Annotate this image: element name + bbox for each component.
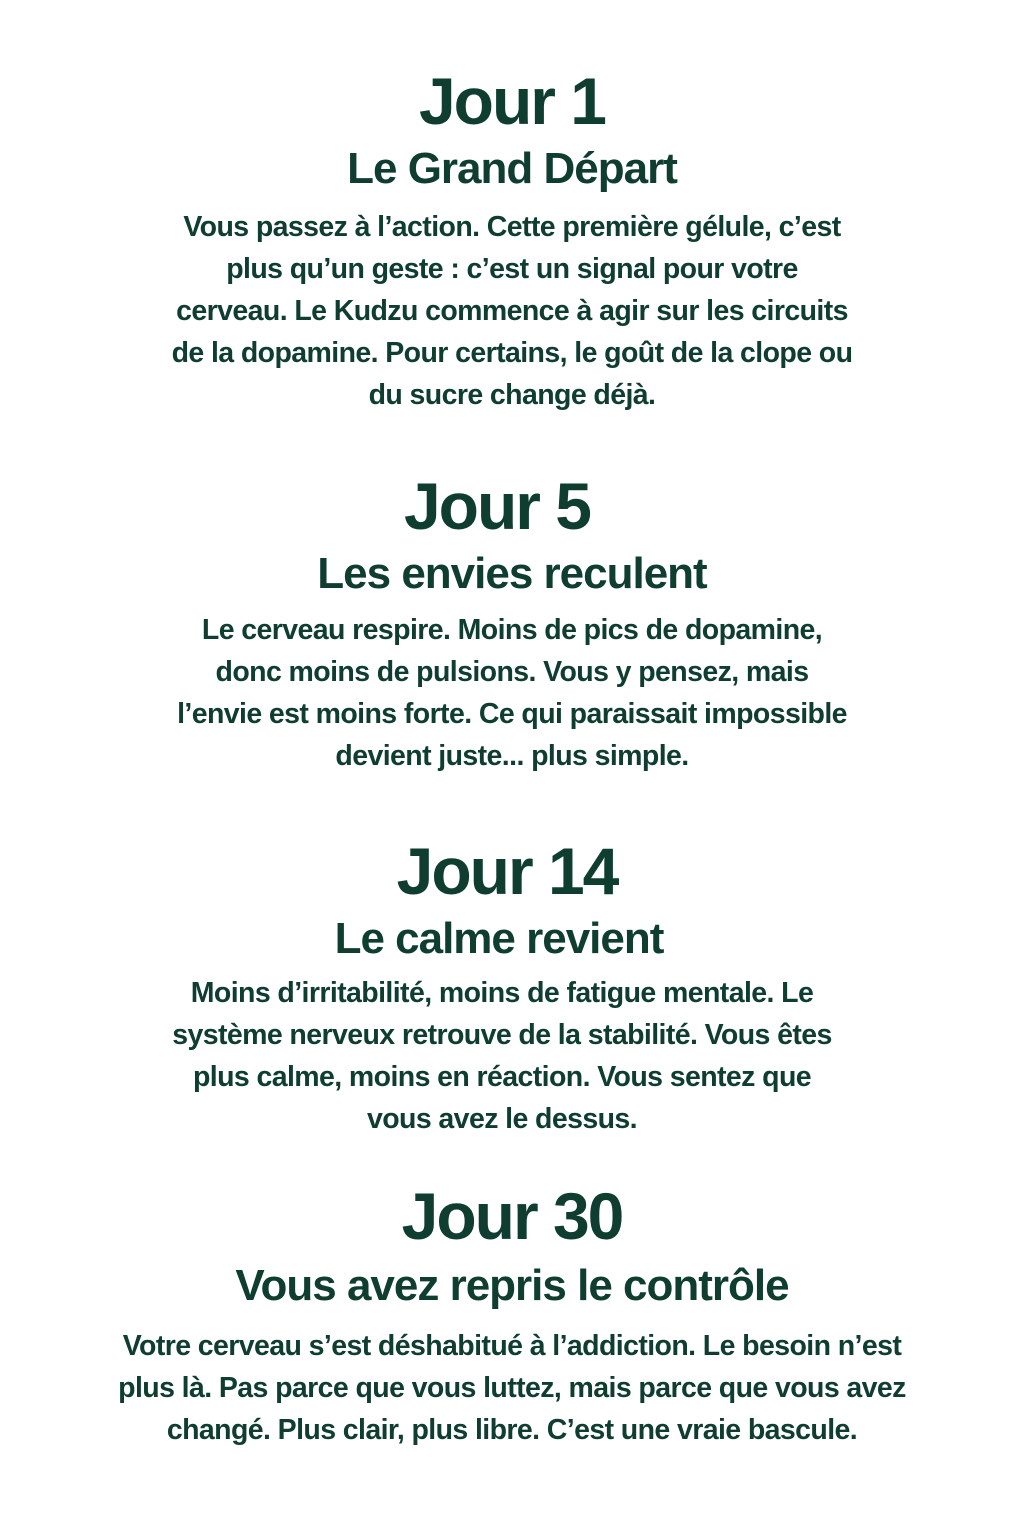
day-title: Jour 14 xyxy=(396,834,618,908)
description-line: Votre cerveau s’est déshabitué à l’addiction. Le besoin n’est xyxy=(122,1330,902,1362)
section-day-5 xyxy=(0,469,1024,777)
day-title: Jour 1 xyxy=(418,64,606,138)
section-day-1 xyxy=(0,64,1024,416)
day-subtitle: Vous avez repris le contrôle xyxy=(235,1261,789,1310)
description-line: cerveau. Le Kudzu commence à agir sur les circuits xyxy=(176,295,848,327)
description-line: Vous passez à l’action. Cette première gélule, c’est xyxy=(183,211,841,243)
description-line: Moins d’irritabilité, moins de fatigue mentale. Le xyxy=(190,977,814,1009)
description-line: plus qu’un geste : c’est un signal pour votre xyxy=(226,253,798,285)
section-day-30 xyxy=(0,1179,1024,1451)
description-line: devient juste... plus simple. xyxy=(335,740,689,772)
description-line: du sucre change déjà. xyxy=(368,379,656,411)
day-description xyxy=(0,609,1024,777)
description-line: de la dopamine. Pour certains, le goût de la clope ou xyxy=(171,337,853,369)
day-subtitle: Le Grand Départ xyxy=(347,144,677,193)
description-line: donc moins de pulsions. Vous y pensez, mais xyxy=(215,656,809,688)
description-line: système nerveux retrouve de la stabilité. Vous êtes xyxy=(172,1019,832,1051)
description-line: plus là. Pas parce que vous luttez, mais parce que vous avez xyxy=(118,1372,906,1404)
day-title: Jour 5 xyxy=(403,469,591,543)
day-subtitle: Le calme revient xyxy=(334,914,664,963)
description-line: Le cerveau respire. Moins de pics de dopamine, xyxy=(201,614,823,646)
description-line: plus calme, moins en réaction. Vous sentez que xyxy=(192,1061,812,1093)
description-line: vous avez le dessus. xyxy=(367,1103,637,1135)
description-line: changé. Plus clair, plus libre. C’est une vraie bascule. xyxy=(166,1414,858,1446)
day-description xyxy=(0,972,1024,1140)
section-day-14 xyxy=(0,834,1024,1140)
day-description xyxy=(0,206,1024,416)
day-description xyxy=(0,1325,1024,1451)
description-line: l’envie est moins forte. Ce qui paraissait impossible xyxy=(177,698,847,730)
day-subtitle: Les envies reculent xyxy=(317,549,707,598)
day-title: Jour 30 xyxy=(401,1179,623,1253)
